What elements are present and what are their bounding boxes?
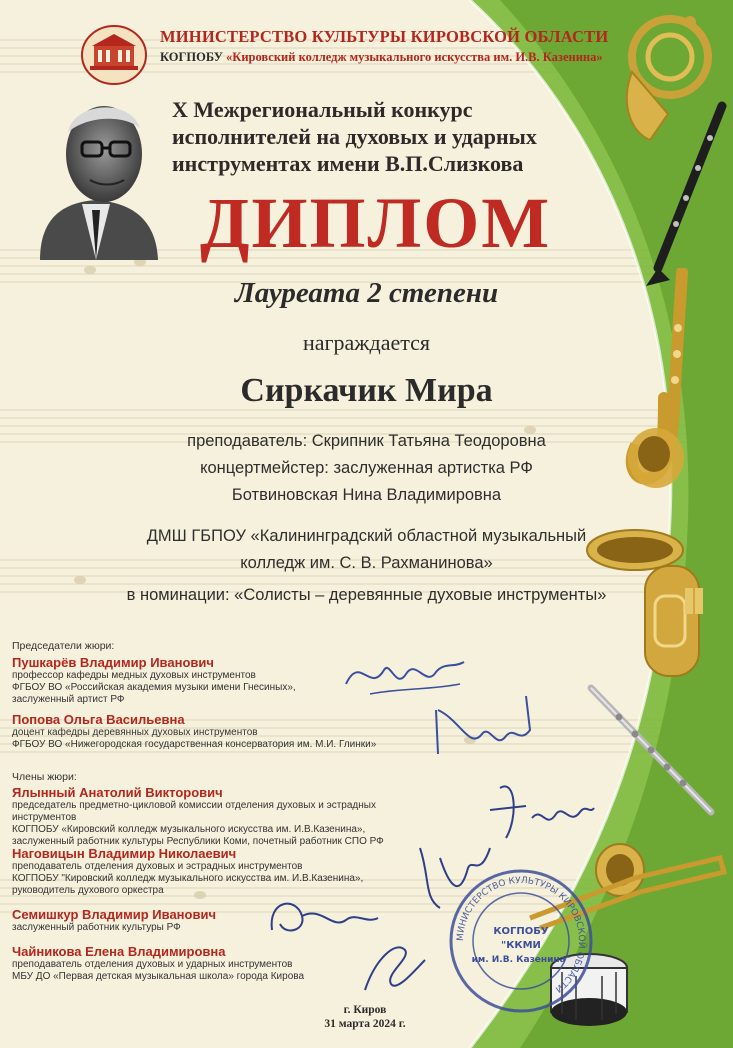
contest-line-3: инструментах имени В.П.Слизкова [172, 151, 524, 176]
college-logo [80, 24, 148, 86]
school-line-1: ДМШ ГБПОУ «Калининградский областной музыкальный [146, 527, 587, 545]
city-label: г. Киров [343, 1004, 387, 1016]
jury-member-name: Семишкур Владимир Иванович [12, 907, 217, 922]
signature-member-1 [486, 778, 596, 848]
teacher-line: преподаватель: Скрипник Татьяна Теодоровна [187, 432, 546, 450]
laureate-degree: Лауреата 2 степени [234, 277, 499, 309]
contest-line-2: исполнителей на духовых и ударных [172, 124, 537, 149]
jury-member-name: Чайникова Елена Владимировна [12, 944, 226, 959]
members-heading: Члены жюри: [12, 771, 77, 783]
portrait-photo [30, 92, 162, 260]
jury-member-desc-line: заслуженный работник культуры РФ [12, 922, 181, 933]
jury-member-desc-line: доцент кафедры деревянных духовых инструментов [12, 727, 258, 738]
jury-member-desc-line: КОГПОБУ "Кировский колледж музыкального искусства им. И.В.Казенина», [12, 873, 364, 884]
tuba-image [585, 526, 725, 686]
date-label: 31 марта 2024 г. [324, 1018, 406, 1030]
jury-member-desc-line: МБУ ДО «Первая детская музыкальная школа» города Кирова [12, 971, 305, 982]
recipient-name: Сиркачик Мира [240, 372, 493, 409]
jury-member-desc-line: руководитель духового оркестра [12, 885, 164, 896]
accompanist-name: Ботвиновская Нина Владимировна [231, 486, 502, 504]
jury-member-desc-line: ФГБОУ ВО «Нижегородская государственная консерватория им. М.И. Глинки» [12, 739, 377, 750]
clarinet-image [640, 100, 730, 290]
jury-member-desc-line: профессор кафедры медных духовых инструментов [12, 670, 256, 681]
jury-member-name: Попова Ольга Васильевна [12, 712, 185, 727]
nomination-line: в номинации: «Солисты – деревянные духовые инструменты» [126, 586, 607, 604]
jury-member-desc-line: КОГПОБУ «Кировский колледж музыкального искусства им. И.В.Казенина», [12, 824, 366, 835]
jury-member-name: Наговицын Владимир Николаевич [12, 846, 237, 861]
contest-line-1: X Межрегиональный конкурс [172, 97, 473, 122]
stamp-center-line-2: "ККМИ [501, 940, 541, 951]
official-stamp [446, 866, 596, 1016]
jury-member-desc-line: заслуженный артист РФ [12, 694, 125, 705]
jury-member-desc-line: заслуженный работник культуры Республики Коми, почетный работник СПО РФ [12, 836, 384, 847]
school-line-2: колледж им. С. В. Рахманинова» [240, 554, 493, 572]
signature-chair-2 [430, 690, 540, 760]
jury-member-desc-line: ФГБОУ ВО «Российская академия музыки имени Гнесиных», [12, 682, 296, 693]
awarded-label: награждается [302, 330, 430, 355]
stamp-center-line-3: им. И.В. Казенина" [471, 955, 571, 965]
flute-image [585, 680, 717, 820]
jury-member-desc-line: председатель предметно-цикловой комиссии отделения духовых и эстрадных инструментов [12, 800, 376, 823]
stamp-ring-text: МИНИСТЕРСТВО КУЛЬТУРЫ КИРОВСКОЙ ОБЛАСТИ [455, 875, 587, 994]
stamp-center-line-1: КОГПОБУ [493, 926, 549, 937]
jury-member-name: Ялынный Анатолий Викторович [12, 785, 223, 800]
jury-member-1 [12, 785, 442, 848]
chairs-heading: Председатели жюри: [12, 640, 115, 652]
jury-members-section [12, 771, 442, 783]
jury-member-desc-line: преподаватель отделения духовых и эстрадных инструментов [12, 861, 303, 872]
college-prefix: КОГПОБУ [160, 50, 226, 64]
jury-member-desc-line: преподаватель отделения духовых и ударных инструментов [12, 959, 293, 970]
jury-member-name: Пушкарёв Владимир Иванович [12, 655, 214, 670]
college-name: «Кировский колледж музыкального искусства им. И.В. Казенина» [226, 50, 603, 64]
signature-member-4 [355, 930, 435, 1000]
ministry-title: МИНИСТЕРСТВО КУЛЬТУРЫ КИРОВСКОЙ ОБЛАСТИ [160, 27, 609, 46]
accompanist-line: концертмейстер: заслуженная артистка РФ [200, 459, 533, 477]
jury-chair-2 [12, 712, 442, 751]
contest-title [172, 96, 612, 177]
college-subtitle [160, 50, 630, 65]
saxophone-image [620, 268, 720, 500]
diploma-title: ДИПЛОМ [200, 183, 552, 263]
place-and-date [310, 1003, 420, 1031]
